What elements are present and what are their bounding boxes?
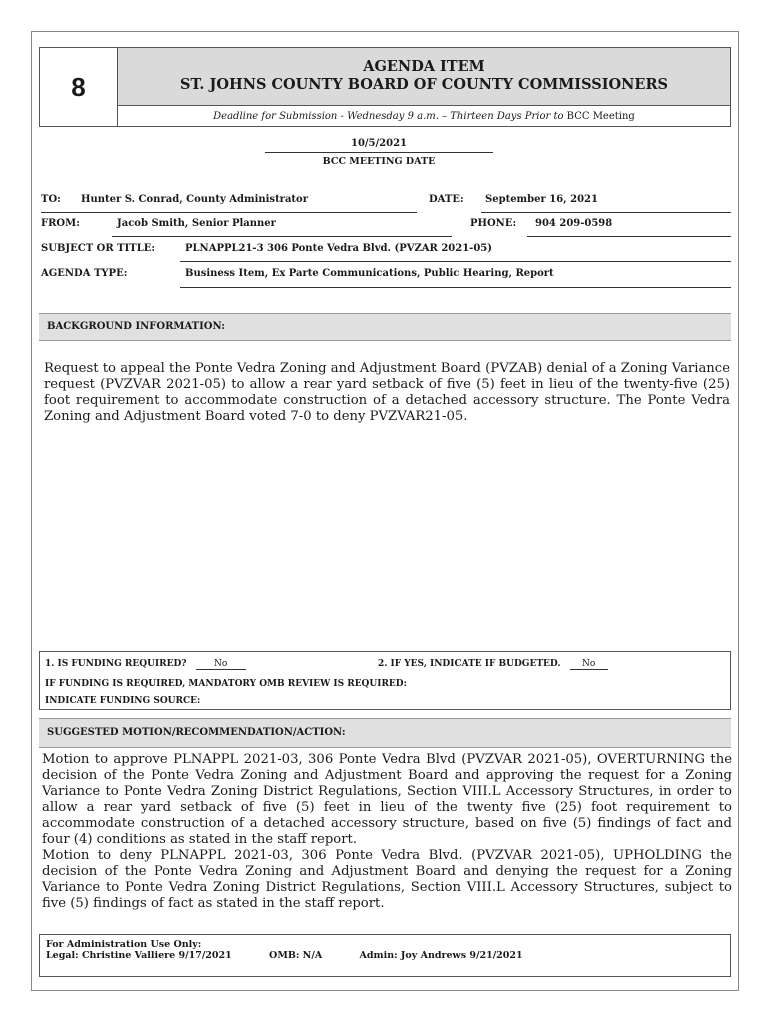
bcc-meeting-date: [265, 138, 493, 167]
date-value: September 16, 2021: [485, 194, 598, 205]
omb-signoff: OMB: N/A: [269, 950, 323, 961]
background-heading: BACKGROUND INFORMATION:: [39, 313, 731, 341]
agenda-type-value: Business Item, Ex Parte Communications, Public Hearing, Report: [185, 268, 554, 279]
from-underline: [112, 236, 452, 237]
subject-underline: [180, 261, 731, 262]
agenda-type-underline: [180, 287, 731, 288]
phone-value: 904 209-0598: [535, 218, 613, 229]
background-text: Request to appeal the Ponte Vedra Zoning and Adjustment Board (PVZAB) denial of a Zoning Variance request (PVZVAR 2021-05) to allow a rear yard setback of five (5) feet in lieu of the twenty-five (25) foot requirement to accommodate construction of a detached accessory structure. The Ponte Vedra Zoning and Adjustment Board voted 7-0 to deny PVZVAR21-05.: [44, 361, 730, 424]
header-title: [118, 48, 730, 106]
budgeted-label: 2. IF YES, INDICATE IF BUDGETED.: [378, 659, 561, 669]
subject-value: PLNAPPL21-3 306 Ponte Vedra Blvd. (PVZAR 2021-05): [185, 243, 492, 254]
from-label: FROM:: [41, 218, 80, 229]
to-value: Hunter S. Conrad, County Administrator: [81, 194, 308, 205]
to-label: TO:: [41, 194, 61, 205]
to-underline: [41, 212, 417, 213]
meeting-date-value: 10/5/2021: [265, 138, 493, 153]
from-value: Jacob Smith, Senior Planner: [117, 218, 276, 229]
agenda-type-label: AGENDA TYPE:: [41, 268, 128, 279]
date-underline: [481, 212, 731, 213]
admin-signoff: Admin: Joy Andrews 9/21/2021: [359, 950, 523, 961]
phone-underline: [527, 236, 731, 237]
item-number: 8: [40, 48, 118, 126]
deadline-tail: BCC Meeting: [563, 111, 635, 122]
admin-heading: For Administration Use Only:: [46, 939, 202, 950]
admin-signoffs: [46, 950, 724, 961]
motion-approve: Motion to approve PLNAPPL 2021-03, 306 Ponte Vedra Blvd (PVZVAR 2021-05), OVERTURNING the decision of the Ponte Vedra Zoning and Adjustment Board and approving the request for a Zoning Variance to Ponte Vedra Zoning District Regulations, Section VIII.L Accessory Structures, in order to allow a rear yard setback of five (5) feet in lieu of the twenty five (25) foot requirement to accommodate construction of a detached accessory structure, based on five (5) findings of fact and four (4) conditions as stated in the staff report.: [42, 752, 732, 847]
budgeted-answer: No: [570, 659, 608, 670]
submission-deadline: [118, 106, 730, 128]
date-label: DATE:: [429, 194, 464, 205]
agenda-header: [39, 47, 731, 127]
funding-required-answer: No: [196, 659, 246, 670]
administration-box: [39, 934, 731, 977]
title-line-1: AGENDA ITEM: [363, 58, 485, 75]
funding-box: [39, 651, 731, 710]
funding-question-1: [45, 659, 246, 670]
meeting-date-label: BCC MEETING DATE: [322, 156, 436, 167]
title-line-2: ST. JOHNS COUNTY BOARD OF COUNTY COMMISSIONERS: [180, 76, 668, 93]
motion-deny: Motion to deny PLNAPPL 2021-03, 306 Ponte Vedra Blvd. (PVZVAR 2021-05), UPHOLDING the decision of the Ponte Vedra Zoning and Adjustment Board and denying the request for a Zoning Variance to Ponte Vedra Zoning District Regulations, Section VIII.L Accessory Structures, subject to five (5) findings of fact as stated in the staff report.: [42, 848, 732, 911]
deadline-italic: Deadline for Submission - Wednesday 9 a.m. – Thirteen Days Prior to: [213, 111, 564, 122]
omb-review-note: IF FUNDING IS REQUIRED, MANDATORY OMB REVIEW IS REQUIRED:: [45, 679, 407, 689]
funding-source-label: INDICATE FUNDING SOURCE:: [45, 696, 201, 706]
motion-text: [42, 752, 732, 912]
funding-question-2: [378, 659, 608, 670]
agenda-item-form: [31, 31, 739, 991]
funding-required-label: 1. IS FUNDING REQUIRED?: [45, 659, 187, 669]
subject-label: SUBJECT OR TITLE:: [41, 243, 156, 254]
motion-heading: SUGGESTED MOTION/RECOMMENDATION/ACTION:: [39, 718, 731, 748]
phone-label: PHONE:: [470, 218, 517, 229]
legal-signoff: Legal: Christine Valliere 9/17/2021: [46, 950, 232, 961]
